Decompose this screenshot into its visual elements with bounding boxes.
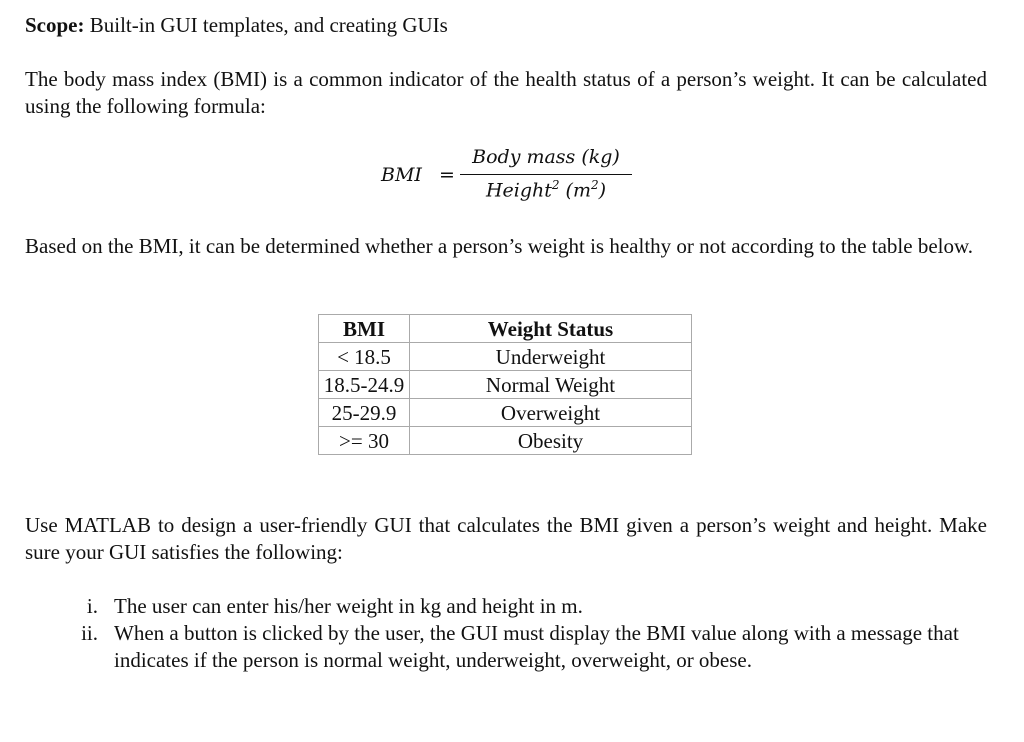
table-row [319,371,692,399]
denominator-unit-open: (m [559,179,591,202]
formula-numerator: Body mass (kg) [472,146,620,168]
table-row [319,427,692,455]
scope-text: Built-in GUI templates, and creating GUIs [84,13,448,37]
formula-equals: = [439,164,455,186]
list-text: The user can enter his/her weight in kg and height in m. [114,594,583,618]
list-number: i. [86,594,98,618]
scope-line [25,12,987,39]
list-number: ii. [81,621,98,645]
list-item [0,593,964,620]
list-text: When a button is clicked by the user, the GUI must display the BMI value along with a message that indicates if the person is normal weight, underweight, overweight, or obese. [114,621,959,672]
weight-status-cell: Underweight [410,343,692,371]
requirements-list [0,593,964,674]
weight-status-cell: Overweight [410,399,692,427]
bmi-table [318,314,692,455]
bmi-range-cell: 25-29.9 [319,399,410,427]
table-header-row [319,315,692,343]
scope-label: Scope: [25,13,85,37]
bmi-range-cell: >= 30 [319,427,410,455]
header-weight-status: Weight Status [410,315,692,343]
bmi-range-cell: 18.5-24.9 [319,371,410,399]
table-row [319,399,692,427]
denominator-unit-close: ) [598,179,607,202]
denominator-unit-exponent: 2 [590,178,599,192]
formula-denominator [460,178,632,201]
denominator-base: Height [485,179,552,202]
fraction-bar [460,174,632,175]
weight-status-cell: Obesity [410,427,692,455]
based-paragraph: Based on the BMI, it can be determined whether a person’s weight is healthy or not according to the table below. [25,234,974,258]
task-paragraph: Use MATLAB to design a user-friendly GUI that calculates the BMI given a person’s weight and height. Make sure your GUI satisfies the following: [25,513,987,564]
header-bmi: BMI [319,315,410,343]
bmi-range-cell: < 18.5 [319,343,410,371]
formula-lhs: BMI [381,164,422,186]
intro-paragraph: The body mass index (BMI) is a common indicator of the health status of a person’s weight. It can be calculated using the following formula: [25,67,987,118]
bmi-formula [0,140,1024,210]
denominator-exponent: 2 [551,178,560,192]
weight-status-cell: Normal Weight [410,371,692,399]
table-row [319,343,692,371]
list-item [0,620,964,674]
